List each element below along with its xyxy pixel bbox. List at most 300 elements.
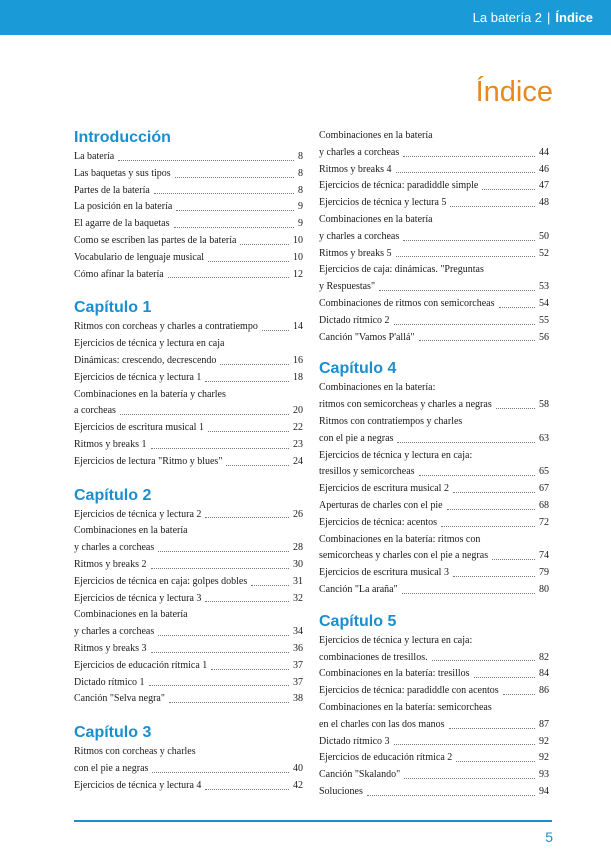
toc-entry-line <box>319 734 549 751</box>
toc-entry[interactable] <box>74 149 303 166</box>
toc-entry[interactable] <box>74 437 303 454</box>
toc-entry-line <box>319 431 549 448</box>
toc-entry-line <box>74 691 303 708</box>
toc-page-number: 31 <box>293 575 303 587</box>
toc-entry-text: con el pie a negras <box>319 432 394 444</box>
toc-entry-text: y charles a corcheas <box>74 542 155 554</box>
toc-entry-text: Canción "Skalando" <box>319 769 401 781</box>
dot-leader <box>240 244 289 245</box>
toc-page-number: 44 <box>539 146 549 158</box>
toc-entry-line <box>74 658 303 675</box>
dot-leader <box>208 431 289 432</box>
dot-leader <box>149 685 289 686</box>
toc-entry[interactable] <box>319 666 549 683</box>
toc-entry[interactable] <box>319 178 549 195</box>
toc-entry-text: Ejercicios de escritura musical 3 <box>319 567 449 579</box>
toc-entry-line <box>74 250 303 267</box>
dot-leader <box>441 526 535 527</box>
toc-entry-line <box>74 591 303 608</box>
toc-entry-line <box>319 767 549 784</box>
toc-entry[interactable] <box>319 262 549 296</box>
toc-page-number: 94 <box>539 785 549 797</box>
toc-section <box>319 359 549 598</box>
page-number: 5 <box>545 829 553 845</box>
toc-entry[interactable] <box>74 523 303 557</box>
toc-entry-text: Vocabulario de lenguaje musical <box>74 251 205 263</box>
toc-entry-text: Ritmos con corcheas y charles a contratiempo <box>74 321 258 333</box>
toc-section <box>74 486 303 709</box>
dot-leader <box>432 660 535 661</box>
toc-entry-line <box>319 145 549 162</box>
toc-page-number: 68 <box>539 499 549 511</box>
toc-entry-text: Canción "Vamos P'allá" <box>319 331 415 343</box>
toc-entry[interactable] <box>74 336 303 370</box>
header-book-title: La batería 2 <box>472 10 543 25</box>
toc-entry-line <box>74 183 303 200</box>
toc-entry[interactable] <box>319 683 549 700</box>
toc-entry-text: Ejercicios de educación rítmica 1 <box>74 659 208 671</box>
toc-entry[interactable] <box>319 380 549 414</box>
toc-entry-text: y charles a corcheas <box>74 626 155 638</box>
toc-entry-text: Ejercicios de escritura musical 1 <box>74 422 204 434</box>
toc-page-number: 10 <box>293 234 303 246</box>
toc-entry-line <box>74 199 303 216</box>
toc-page-number: 12 <box>293 268 303 280</box>
toc-section <box>319 612 549 801</box>
dot-leader <box>151 448 290 449</box>
toc-entry-line <box>74 353 303 370</box>
dot-leader <box>403 240 535 241</box>
toc-entry[interactable] <box>74 691 303 708</box>
toc-entry-line <box>319 565 549 582</box>
toc-entry-line <box>319 784 549 801</box>
footer-rule <box>74 820 552 822</box>
toc-entry-line <box>74 420 303 437</box>
running-header <box>473 10 593 25</box>
toc-entry-line <box>74 437 303 454</box>
toc-entry-line <box>319 650 549 667</box>
toc-entry-line <box>319 246 549 263</box>
toc-page-number: 22 <box>293 422 303 434</box>
toc-page-number: 80 <box>539 583 549 595</box>
toc-page-number: 84 <box>539 668 549 680</box>
toc-entry[interactable] <box>319 448 549 482</box>
toc-section <box>319 128 549 346</box>
dot-leader <box>205 517 289 518</box>
toc-entry-text: Ejercicios de técnica y lectura en caja <box>74 338 225 350</box>
toc-entry[interactable] <box>74 557 303 574</box>
toc-entry[interactable] <box>319 532 549 566</box>
dot-leader <box>158 551 289 552</box>
toc-entry-text: y charles a corcheas <box>319 230 400 242</box>
dot-leader <box>397 442 535 443</box>
toc-page-number: 74 <box>539 550 549 562</box>
toc-entry-line <box>319 532 549 549</box>
toc-page-number: 87 <box>539 718 549 730</box>
toc-entry[interactable] <box>74 744 303 778</box>
toc-entry-text: semicorcheas y charles con el pie a negras <box>319 550 489 562</box>
toc-entry-text: Ritmos y breaks 1 <box>74 438 147 450</box>
toc-entry[interactable] <box>74 233 303 250</box>
toc-entry-line <box>74 540 303 557</box>
toc-page-number: 23 <box>293 438 303 450</box>
toc-entry[interactable] <box>74 778 303 795</box>
toc-entry-text: La batería <box>74 151 115 162</box>
toc-page-number: 8 <box>298 184 303 196</box>
toc-page-number: 54 <box>539 297 549 309</box>
toc-page-number: 79 <box>539 567 549 579</box>
toc-page-number: 36 <box>293 642 303 654</box>
toc-entry-line <box>74 267 303 284</box>
dot-leader <box>482 189 535 190</box>
dot-leader <box>174 227 294 228</box>
toc-entry-text: Aperturas de charles con el pie <box>319 499 443 511</box>
toc-page-number: 48 <box>539 197 549 209</box>
toc-entry[interactable] <box>319 734 549 751</box>
toc-entry[interactable] <box>319 128 549 162</box>
toc-entry-text: Ejercicios de educación rítmica 2 <box>319 752 453 764</box>
toc-entry-text: Dictado rítmico 3 <box>319 735 390 747</box>
dot-leader <box>402 593 535 594</box>
toc-entry-text: Ritmos y breaks 3 <box>74 642 147 654</box>
toc-entry-text: Combinaciones en la batería: ritmos con <box>319 533 481 545</box>
toc-entry-line <box>319 313 549 330</box>
toc-right-column <box>319 128 549 801</box>
toc-page-number: 93 <box>539 769 549 781</box>
toc-entry-text: Combinaciones en la batería <box>74 525 188 537</box>
toc-entry[interactable] <box>74 250 303 267</box>
section-title: Capítulo 1 <box>74 299 152 317</box>
dot-leader <box>205 381 289 382</box>
toc-entry-text: Ejercicios de técnica y lectura 2 <box>74 508 202 520</box>
toc-entry-text: La posición en la batería <box>74 201 173 213</box>
toc-page-number: 9 <box>298 218 303 230</box>
header-bar <box>0 0 611 35</box>
toc-entry-text: Partes de la batería <box>74 184 150 196</box>
toc-page-number: 16 <box>293 354 303 366</box>
toc-entry-line <box>74 624 303 641</box>
toc-entry-line <box>319 481 549 498</box>
toc-entry-text: Ritmos y breaks 4 <box>319 163 392 175</box>
toc-section <box>74 298 303 470</box>
dot-leader <box>419 475 535 476</box>
toc-entry[interactable] <box>319 481 549 498</box>
dot-leader <box>453 576 535 577</box>
toc-page-number: 47 <box>539 180 549 192</box>
toc-entry-text: Ejercicios de caja: dinámicas. "Preguntas <box>319 264 484 276</box>
dot-leader <box>453 492 535 493</box>
toc-entry[interactable] <box>319 784 549 801</box>
toc-page-number: 32 <box>293 592 303 604</box>
toc-entry[interactable] <box>74 641 303 658</box>
toc-entry-text: Combinaciones en la batería <box>319 213 433 225</box>
toc-page-number: 30 <box>293 558 303 570</box>
toc-entry[interactable] <box>319 195 549 212</box>
dot-leader <box>492 559 535 560</box>
dot-leader <box>175 177 294 178</box>
toc-entry[interactable] <box>319 498 549 515</box>
toc-entry-text: en el charles con las dos manos <box>319 718 445 730</box>
dot-leader <box>169 702 289 703</box>
toc-page-number: 46 <box>539 163 549 175</box>
toc-entry-text: con el pie a negras <box>74 762 149 774</box>
toc-entry-line <box>319 464 549 481</box>
toc-entry-line <box>74 403 303 420</box>
toc-entry-line <box>74 761 303 778</box>
toc-entry[interactable] <box>74 216 303 233</box>
toc-entry-line <box>74 641 303 658</box>
toc-entry[interactable] <box>74 658 303 675</box>
dot-leader <box>158 635 289 636</box>
toc-entry[interactable] <box>74 199 303 216</box>
toc-entry-line <box>319 515 549 532</box>
dot-leader <box>474 677 535 678</box>
toc-entry-text: Soluciones <box>319 785 363 797</box>
toc-entry-text: Cómo afinar la batería <box>74 268 164 280</box>
toc-page-number: 92 <box>539 735 549 747</box>
dot-leader <box>220 364 289 365</box>
toc-page-number: 24 <box>293 455 303 467</box>
toc-entry[interactable] <box>74 574 303 591</box>
toc-page-number: 53 <box>539 281 549 293</box>
dot-leader <box>152 772 289 773</box>
header-separator: | <box>547 10 551 25</box>
toc-entry-line <box>319 212 549 229</box>
toc-entry-line <box>74 574 303 591</box>
toc-page-number: 37 <box>293 659 303 671</box>
toc-entry-text: Dictado rítmico 1 <box>74 676 145 688</box>
toc-entry[interactable] <box>74 387 303 421</box>
toc-entry-text: a corcheas <box>74 405 116 417</box>
toc-entry-line <box>319 162 549 179</box>
toc-entry-line <box>319 296 549 313</box>
toc-entry[interactable] <box>319 330 549 347</box>
toc-entry-text: Combinaciones de ritmos con semicorcheas <box>319 297 495 309</box>
toc-entry-text: Ejercicios de técnica: paradiddle con acentos <box>319 685 499 697</box>
toc-page-number: 50 <box>539 230 549 242</box>
toc-entry-text: y Respuestas" <box>319 281 376 293</box>
toc-page-number: 9 <box>298 201 303 213</box>
toc-page-number: 34 <box>293 626 303 638</box>
dot-leader <box>396 172 536 173</box>
toc-entry-text: Combinaciones en la batería <box>319 130 433 141</box>
toc-entry-line <box>319 700 549 717</box>
toc-entry-line <box>74 336 303 353</box>
toc-entry-text: Ritmos y breaks 5 <box>319 247 392 259</box>
dot-leader <box>154 193 294 194</box>
toc-entry-text: Ejercicios de técnica y lectura en caja: <box>319 449 473 461</box>
dot-leader <box>496 408 535 409</box>
toc-entry-text: Ejercicios de técnica y lectura en caja: <box>319 634 473 646</box>
toc-entry[interactable] <box>319 313 549 330</box>
toc-page-number: 82 <box>539 651 549 663</box>
toc-entry-line <box>74 454 303 471</box>
toc-page-number: 72 <box>539 516 549 528</box>
dot-leader <box>367 795 535 796</box>
toc-entry[interactable] <box>74 267 303 284</box>
section-title: Capítulo 4 <box>319 360 397 378</box>
toc-entry-line <box>74 557 303 574</box>
toc-entry[interactable] <box>74 454 303 471</box>
toc-entry-text: Ejercicios de técnica en caja: golpes dobles <box>74 575 248 587</box>
toc-entry-text: Ejercicios de técnica y lectura 5 <box>319 197 447 209</box>
dot-leader <box>379 290 535 291</box>
toc-entry[interactable] <box>319 296 549 313</box>
toc-entry[interactable] <box>74 420 303 437</box>
toc-entry-text: y charles a corcheas <box>319 146 400 158</box>
toc-page-number: 42 <box>293 779 303 791</box>
dot-leader <box>168 277 289 278</box>
toc-section <box>74 723 303 794</box>
toc-entry-text: El agarre de la baquetas <box>74 218 170 230</box>
toc-page-number: 20 <box>293 405 303 417</box>
toc-page-number: 8 <box>298 151 303 162</box>
toc-page-number: 52 <box>539 247 549 259</box>
toc-entry-line <box>74 370 303 387</box>
dot-leader <box>394 744 535 745</box>
toc-entry[interactable] <box>74 319 303 336</box>
toc-page-number: 26 <box>293 508 303 520</box>
toc-page-number: 86 <box>539 685 549 697</box>
dot-leader <box>176 210 294 211</box>
toc-entry-text: Ritmos con contratiempos y charles <box>319 415 463 427</box>
toc-entry-line <box>74 778 303 795</box>
toc-entry-line <box>74 166 303 183</box>
toc-entry[interactable] <box>74 166 303 183</box>
toc-entry-text: Ejercicios de técnica y lectura 4 <box>74 779 202 791</box>
dot-leader <box>120 414 289 415</box>
toc-entry-line <box>319 262 549 279</box>
toc-entry-line <box>319 717 549 734</box>
toc-entry[interactable] <box>319 212 549 246</box>
toc-entry[interactable] <box>319 700 549 734</box>
toc-entry-line <box>74 675 303 692</box>
toc-entry-line <box>319 582 549 599</box>
dot-leader <box>205 601 289 602</box>
toc-entry-text: Canción "Selva negra" <box>74 693 165 705</box>
toc-entry-line <box>319 178 549 195</box>
toc-entry-text: Como se escriben las partes de la batería <box>74 234 237 246</box>
toc-entry[interactable] <box>319 767 549 784</box>
toc-entry[interactable] <box>74 183 303 200</box>
toc-entry[interactable] <box>319 515 549 532</box>
toc-entry-text: Ritmos y breaks 2 <box>74 558 147 570</box>
toc-entry-text: Combinaciones en la batería: <box>319 382 436 394</box>
toc-entry-text: combinaciones de tresillos. <box>319 651 428 663</box>
dot-leader <box>404 778 535 779</box>
toc-entry-line <box>319 666 549 683</box>
toc-entry[interactable] <box>319 582 549 599</box>
toc-entry-text: Dictado rítmico 2 <box>319 314 390 326</box>
toc-entry-text: ritmos con semicorcheas y charles a negras <box>319 399 492 411</box>
toc-entry-line <box>74 319 303 336</box>
toc-entry-text: Ritmos con corcheas y charles <box>74 746 196 758</box>
dot-leader <box>226 465 289 466</box>
toc-entry[interactable] <box>319 750 549 767</box>
toc-entry-line <box>319 633 549 650</box>
dot-leader <box>394 324 535 325</box>
toc-page-number: 67 <box>539 483 549 495</box>
dot-leader <box>208 261 289 262</box>
section-title: Capítulo 3 <box>74 724 152 742</box>
dot-leader <box>151 652 290 653</box>
toc-entry-line <box>319 498 549 515</box>
toc-page-number: 10 <box>293 251 303 263</box>
toc-entry-line <box>319 195 549 212</box>
toc-entry-line <box>74 387 303 404</box>
toc-page-number: 40 <box>293 762 303 774</box>
toc-page-number: 14 <box>293 321 303 333</box>
toc-entry-line <box>319 279 549 296</box>
toc-page-number: 63 <box>539 432 549 444</box>
toc-entry-line <box>74 149 303 166</box>
toc-entry-text: Ejercicios de lectura "Ritmo y blues" <box>74 455 223 467</box>
toc-entry-text: Combinaciones en la batería <box>74 609 188 621</box>
toc-entry[interactable] <box>319 565 549 582</box>
header-section: Índice <box>555 10 593 25</box>
dot-leader <box>403 156 535 157</box>
toc-entry-line <box>319 548 549 565</box>
dot-leader <box>251 585 289 586</box>
toc-entry-text: Las baquetas y sus tipos <box>74 167 171 179</box>
dot-leader <box>396 256 536 257</box>
dot-leader <box>419 340 535 341</box>
toc-left-column <box>74 128 303 795</box>
toc-entry-text: Dinámicas: crescendo, decrescendo <box>74 354 217 366</box>
toc-page-number: 65 <box>539 466 549 478</box>
toc-section <box>74 128 303 283</box>
toc-entry[interactable] <box>74 607 303 641</box>
dot-leader <box>456 761 535 762</box>
dot-leader <box>211 669 289 670</box>
toc-entry[interactable] <box>74 591 303 608</box>
toc-entry-text: Ejercicios de técnica: paradiddle simple <box>319 180 479 192</box>
toc-entry-line <box>74 507 303 524</box>
toc-entry[interactable] <box>319 633 549 667</box>
toc-entry-text: Ejercicios de técnica y lectura 1 <box>74 371 202 383</box>
dot-leader <box>118 160 294 161</box>
dot-leader <box>151 568 290 569</box>
section-title: Capítulo 2 <box>74 486 152 504</box>
section-title: Capítulo 5 <box>319 612 397 630</box>
toc-page-number: 55 <box>539 314 549 326</box>
toc-page-number: 28 <box>293 542 303 554</box>
toc-entry-line <box>74 216 303 233</box>
dot-leader <box>503 694 535 695</box>
toc-entry-text: Ejercicios de escritura musical 2 <box>319 483 449 495</box>
toc-entry-text: Combinaciones en la batería: tresillos <box>319 668 470 680</box>
toc-entry-line <box>74 744 303 761</box>
toc-page-number: 92 <box>539 752 549 764</box>
toc-entry-line <box>319 128 549 145</box>
toc-entry-line <box>319 683 549 700</box>
toc-entry[interactable] <box>74 675 303 692</box>
toc-page-number: 38 <box>293 693 303 705</box>
toc-entry-line <box>74 233 303 250</box>
toc-entry[interactable] <box>74 370 303 387</box>
page-title: Índice <box>475 76 553 108</box>
toc-entry[interactable] <box>319 414 549 448</box>
toc-entry[interactable] <box>319 246 549 263</box>
toc-entry[interactable] <box>74 507 303 524</box>
toc-page-number: 56 <box>539 331 549 343</box>
toc-entry-line <box>319 330 549 347</box>
dot-leader <box>205 789 289 790</box>
toc-entry-line <box>74 523 303 540</box>
dot-leader <box>447 509 535 510</box>
toc-entry-line <box>74 607 303 624</box>
toc-entry[interactable] <box>319 162 549 179</box>
